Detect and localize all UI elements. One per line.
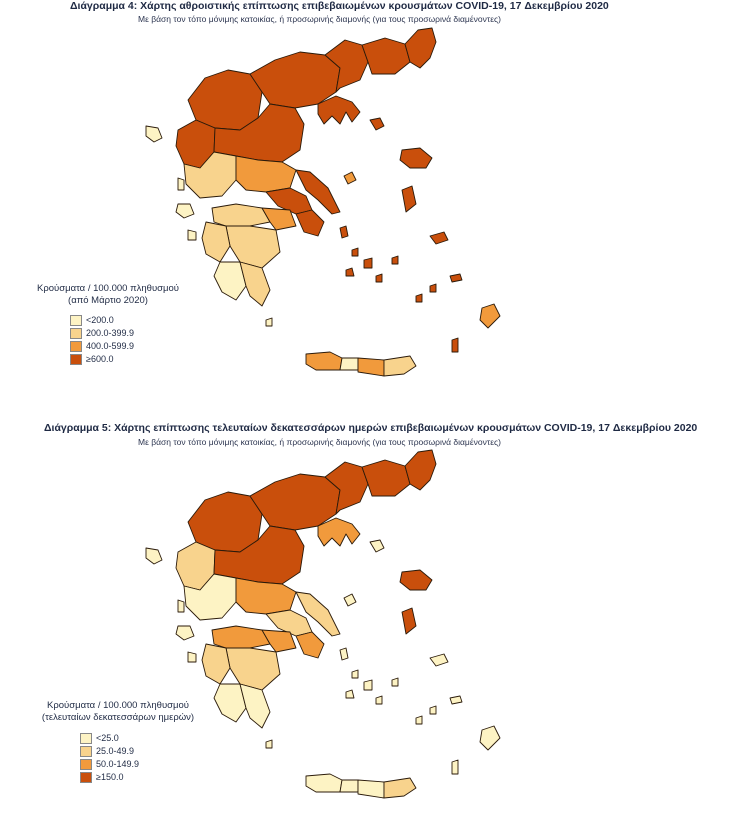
- map1-legend: [18, 283, 198, 365]
- legend-swatch: [70, 341, 82, 352]
- island-kythira: [266, 318, 272, 326]
- map2-legend-item: ≥150.0: [80, 771, 218, 783]
- map1-legend-item: <200.0: [70, 314, 198, 326]
- island-thasos: [370, 118, 384, 130]
- map2-subtitle: Με βάση τον τόπο μόνιμης κατοικίας, ή προσωρινής διαμονής (για τους προσωρινά διαμένοντες): [138, 437, 501, 447]
- island-lefkada: [178, 178, 184, 190]
- island-dodecanese-1: [430, 706, 436, 714]
- island-samos: [430, 232, 448, 244]
- island-crete-center: [358, 780, 384, 798]
- island-lesvos: [400, 570, 432, 590]
- region-central-macedonia: [250, 52, 340, 108]
- region-eastern-macedonia: [362, 38, 410, 74]
- island-rhodes: [480, 304, 500, 328]
- map2-legend-item: <25.0: [80, 732, 218, 744]
- island-corfu: [146, 126, 162, 142]
- island-crete-west: [306, 774, 342, 792]
- region-eastern-macedonia: [362, 460, 410, 496]
- map1-legend-item: 200.0-399.9: [70, 327, 198, 339]
- island-cyclades-1: [352, 248, 358, 256]
- island-dodecanese-2: [416, 294, 422, 302]
- island-zakynthos: [188, 230, 196, 240]
- island-cyclades-4: [392, 256, 398, 264]
- island-crete-center-west: [340, 358, 358, 370]
- legend-swatch: [70, 315, 82, 326]
- legend-swatch: [80, 772, 92, 783]
- island-crete-east: [384, 778, 416, 798]
- map2-legend-title: Κρούσματα / 100.000 πληθυσμού: [47, 700, 189, 711]
- region-thrace: [405, 28, 436, 68]
- island-lesvos: [400, 148, 432, 168]
- region-fthiotida: [236, 578, 296, 614]
- island-zakynthos: [188, 652, 196, 662]
- island-cyclades-4: [392, 678, 398, 686]
- island-dodecanese-1: [430, 284, 436, 292]
- island-samos: [430, 654, 448, 666]
- island-cyclades-2: [346, 690, 354, 698]
- island-naxos: [364, 258, 372, 268]
- island-kos: [450, 274, 462, 282]
- legend-swatch: [70, 328, 82, 339]
- legend-swatch: [80, 733, 92, 744]
- region-achaia: [212, 626, 270, 648]
- island-kefalonia: [176, 626, 194, 640]
- island-cyclades-1: [352, 670, 358, 678]
- island-cyclades-3: [376, 274, 382, 282]
- island-naxos: [364, 680, 372, 690]
- map1-title: Διάγραμμα 4: Χάρτης αθροιστικής επίπτωσης επιβεβαιωμένων κρουσμάτων COVID-19, 17 Δεκεμβρίου 2020: [70, 0, 609, 12]
- island-andros: [340, 226, 348, 238]
- map2-legend-item: 50.0-149.9: [80, 758, 218, 770]
- island-karpathos: [452, 760, 458, 774]
- island-karpathos: [452, 338, 458, 352]
- region-central-macedonia: [250, 474, 340, 530]
- island-corfu: [146, 548, 162, 564]
- island-kefalonia: [176, 204, 194, 218]
- island-lemnos: [344, 172, 356, 184]
- island-dodecanese-2: [416, 716, 422, 724]
- map2-legend: [18, 700, 218, 783]
- island-chios: [402, 608, 416, 634]
- region-ilia: [202, 644, 230, 684]
- island-crete-center: [358, 358, 384, 376]
- region-thrace: [405, 450, 436, 490]
- island-andros: [340, 648, 348, 660]
- map1-legend-item: 400.0-599.9: [70, 340, 198, 352]
- island-cyclades-3: [376, 696, 382, 704]
- island-rhodes: [480, 726, 500, 750]
- map2-legend-item: 25.0-49.9: [80, 745, 218, 757]
- region-achaia: [212, 204, 270, 226]
- map1-legend-title: Κρούσματα / 100.000 πληθυσμού: [37, 283, 179, 294]
- island-cyclades-2: [346, 268, 354, 276]
- region-ilia: [202, 222, 230, 262]
- island-kos: [450, 696, 462, 704]
- legend-swatch: [70, 354, 82, 365]
- island-lefkada: [178, 600, 184, 612]
- map1-legend-subtitle: (από Μάρτιο 2020): [68, 295, 148, 306]
- island-kythira: [266, 740, 272, 748]
- island-crete-center-west: [340, 780, 358, 792]
- map2-legend-subtitle: (τελευταίων δεκατεσσάρων ημερών): [41, 712, 195, 723]
- region-attica: [296, 632, 324, 658]
- region-attica: [296, 210, 324, 236]
- island-lemnos: [344, 594, 356, 606]
- island-crete-west: [306, 352, 342, 370]
- legend-swatch: [80, 746, 92, 757]
- map1-legend-item: ≥600.0: [70, 353, 198, 365]
- region-fthiotida: [236, 156, 296, 192]
- map1-subtitle: Με βάση τον τόπο μόνιμης κατοικίας, ή προσωρινής διαμονής (για τους προσωρινά διαμένοντες): [138, 14, 501, 24]
- island-thasos: [370, 540, 384, 552]
- island-chios: [402, 186, 416, 212]
- legend-swatch: [80, 759, 92, 770]
- map2-title: Διάγραμμα 5: Χάρτης επίπτωσης τελευταίων δεκατεσσάρων ημερών επιβεβαιωμένων κρουσμάτων COVID-19, 17 Δεκεμβρίου 2020: [44, 422, 698, 434]
- island-crete-east: [384, 356, 416, 376]
